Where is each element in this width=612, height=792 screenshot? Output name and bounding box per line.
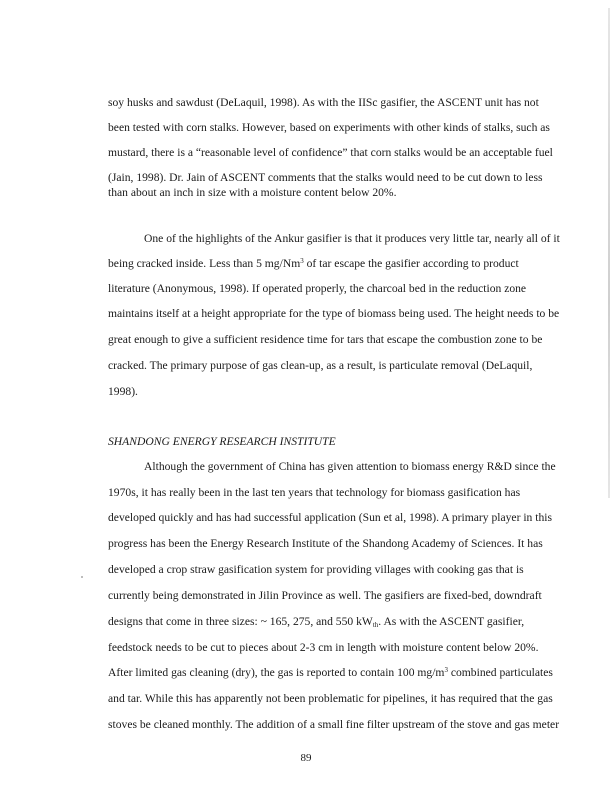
text-segment: of tar escape the gasifier according to product [303,257,519,270]
page-number: 89 [300,752,312,764]
superscript: 3 [444,666,448,674]
text-segment: combined particulates [447,666,553,679]
text-segment: . As with the ASCENT gasifier, [378,615,525,628]
text-segment: designs that come in three sizes: ~ 165, 275, and 550 kW [108,615,373,628]
text-line: feedstock needs to be cut to pieces about 2-3 cm in length with moisture content below 20%. [108,641,539,654]
subscript: th [372,621,379,629]
text-line: been tested with corn stalks. However, based on experiments with other kinds of stalks, such as [108,121,550,134]
text-line: Although the government of China has given attention to biomass energy R&D since the [144,460,556,473]
text-line: soy husks and sawdust (DeLaquil, 1998). As with the IISc gasifier, the ASCENT unit has not [108,96,539,109]
text-line: progress has been the Energy Research Institute of the Shandong Academy of Sciences. It has [108,537,543,550]
superscript: 3 [300,257,304,265]
text-line: and tar. While this has apparently not been problematic for pipelines, it has required that the gas [108,692,553,705]
text-line: developed quickly and has had successful application (Sun et al, 1998). A primary player in this [108,511,552,524]
text-line: great enough to give a sufficient residence time for tars that escape the combustion zone to be [108,333,543,346]
text-line: cracked. The primary purpose of gas clean-up, as a result, is particulate removal (DeLaquil, [108,359,533,372]
text-line: One of the highlights of the Ankur gasifier is that it produces very little tar, nearly all of it [144,232,560,245]
scan-artifact-line [608,8,610,498]
text-line: literature (Anonymous, 1998). If operated properly, the charcoal bed in the reduction zone [108,282,527,295]
text-line: mustard, there is a “reasonable level of confidence” that corn stalks would be an acceptable fuel [108,146,553,159]
scan-speck [81,576,83,578]
text-segment: being cracked inside. Less than 5 mg/Nm [108,257,301,270]
text-line: stoves be cleaned monthly. The addition of a small fine filter upstream of the stove and gas meter [108,718,560,731]
text-line: than about an inch in size with a moisture content below 20%. [108,186,397,199]
text-line: maintains itself at a height appropriate for the type of biomass being used. The height needs to be [108,307,560,320]
text-line: currently being demonstrated in Jilin Province as well. The gasifiers are fixed-bed, downdraft [108,589,542,602]
text-line [108,257,519,271]
text-line: developed a crop straw gasification system for providing villages with cooking gas that is [108,563,524,576]
text-line: 1998). [108,385,138,398]
text-line [108,615,524,629]
text-line [108,666,553,680]
text-segment: After limited gas cleaning (dry), the gas is reported to contain 100 mg/m [108,666,445,679]
text-line: 1970s, it has really been in the last ten years that technology for biomass gasification has [108,486,521,499]
section-heading: SHANDONG ENERGY RESEARCH INSTITUTE [108,435,336,448]
text-line: (Jain, 1998). Dr. Jain of ASCENT comments that the stalks would need to be cut down to less [108,171,543,184]
